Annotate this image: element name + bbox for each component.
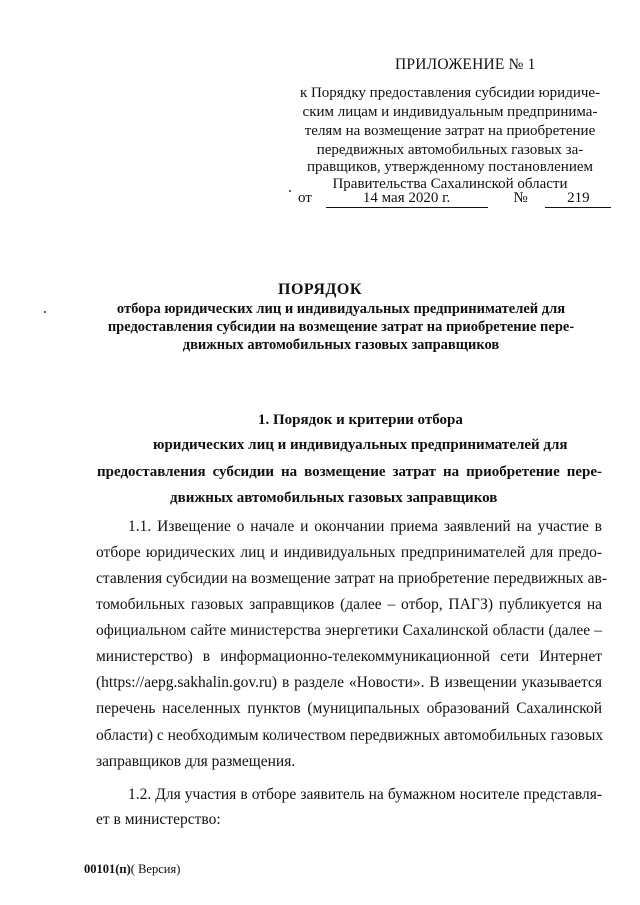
section-heading: 1. Порядок и критерии отбора (258, 412, 463, 428)
document-subtitle-line: предоставления субсидии на возмещение затрат на приобретение пере- (107, 319, 575, 335)
section-heading-line: юридических лиц и индивидуальных предпринимателей для (153, 437, 568, 453)
paragraph-line: 1.2. Для участия в отборе заявитель на бумажном носителе представля- (128, 786, 602, 803)
section-heading-line: предоставления субсидии на возмещение затрат на приобретение пере- (97, 464, 602, 480)
appendix-line: Правительства Сахалинской области (332, 176, 568, 192)
paragraph-line: 1.1. Извещение о начале и окончании приема заявлений на участие в (128, 518, 602, 535)
paragraph-line: томобильных газовых заправщиков (далее – отбор, ПАГЗ) публикуется на (96, 596, 602, 613)
appendix-line: телям на возмещение затрат на приобретение (304, 123, 596, 139)
scan-speck (44, 311, 46, 313)
appendix-line: правщиков, утвержденному постановлением (306, 159, 594, 175)
appendix-line: ским лицам и индивидуальным предпринима- (302, 104, 598, 120)
approval-number: 219 (545, 190, 611, 208)
document-code: 00101(п) (84, 862, 131, 876)
scan-speck (289, 190, 291, 192)
paragraph-line: ет в министерство: (96, 811, 221, 828)
number-label: № (513, 190, 528, 206)
paragraph-line: (https://aepg.sakhalin.gov.ru) в разделе «Новости». В извещении указывается (96, 674, 602, 691)
document-subtitle-line: движных автомобильных газовых заправщиков (182, 337, 500, 353)
section-heading-line: движных автомобильных газовых заправщиков (170, 490, 498, 506)
document-footer (84, 862, 180, 877)
paragraph-line: ставления субсидии на возмещение затрат на приобретение передвижных ав- (96, 570, 608, 587)
approval-date: 14 мая 2020 г. (326, 190, 488, 208)
paragraph-line: отборе юридических лиц и индивидуальных предпринимателей для предо- (96, 544, 602, 561)
document-subtitle-line: отбора юридических лиц и индивидуальных предпринимателей для (116, 301, 566, 317)
approval-reference (298, 190, 611, 208)
document-version: ( Версия) (130, 862, 181, 876)
appendix-line: передвижных автомобильных газовых за- (316, 142, 584, 158)
document-title: ПОРЯДОК (278, 281, 362, 298)
paragraph-line: официальном сайте министерства энергетики Сахалинской области (далее – (96, 622, 602, 639)
paragraph-line: перечень населенных пунктов (муниципальных образований Сахалинской (96, 700, 602, 717)
from-label: от (298, 190, 312, 206)
appendix-line: к Порядку предоставления субсидии юридиче- (299, 85, 601, 101)
paragraph-line: министерство) в информационно-телекоммуникационной сети Интернет (96, 648, 602, 665)
paragraph-line: области) с необходимым количеством передвижных автомобильных газовых (96, 727, 604, 744)
paragraph-line: заправщиков для размещения. (96, 753, 296, 770)
appendix-title: ПРИЛОЖЕНИЕ № 1 (395, 56, 536, 73)
